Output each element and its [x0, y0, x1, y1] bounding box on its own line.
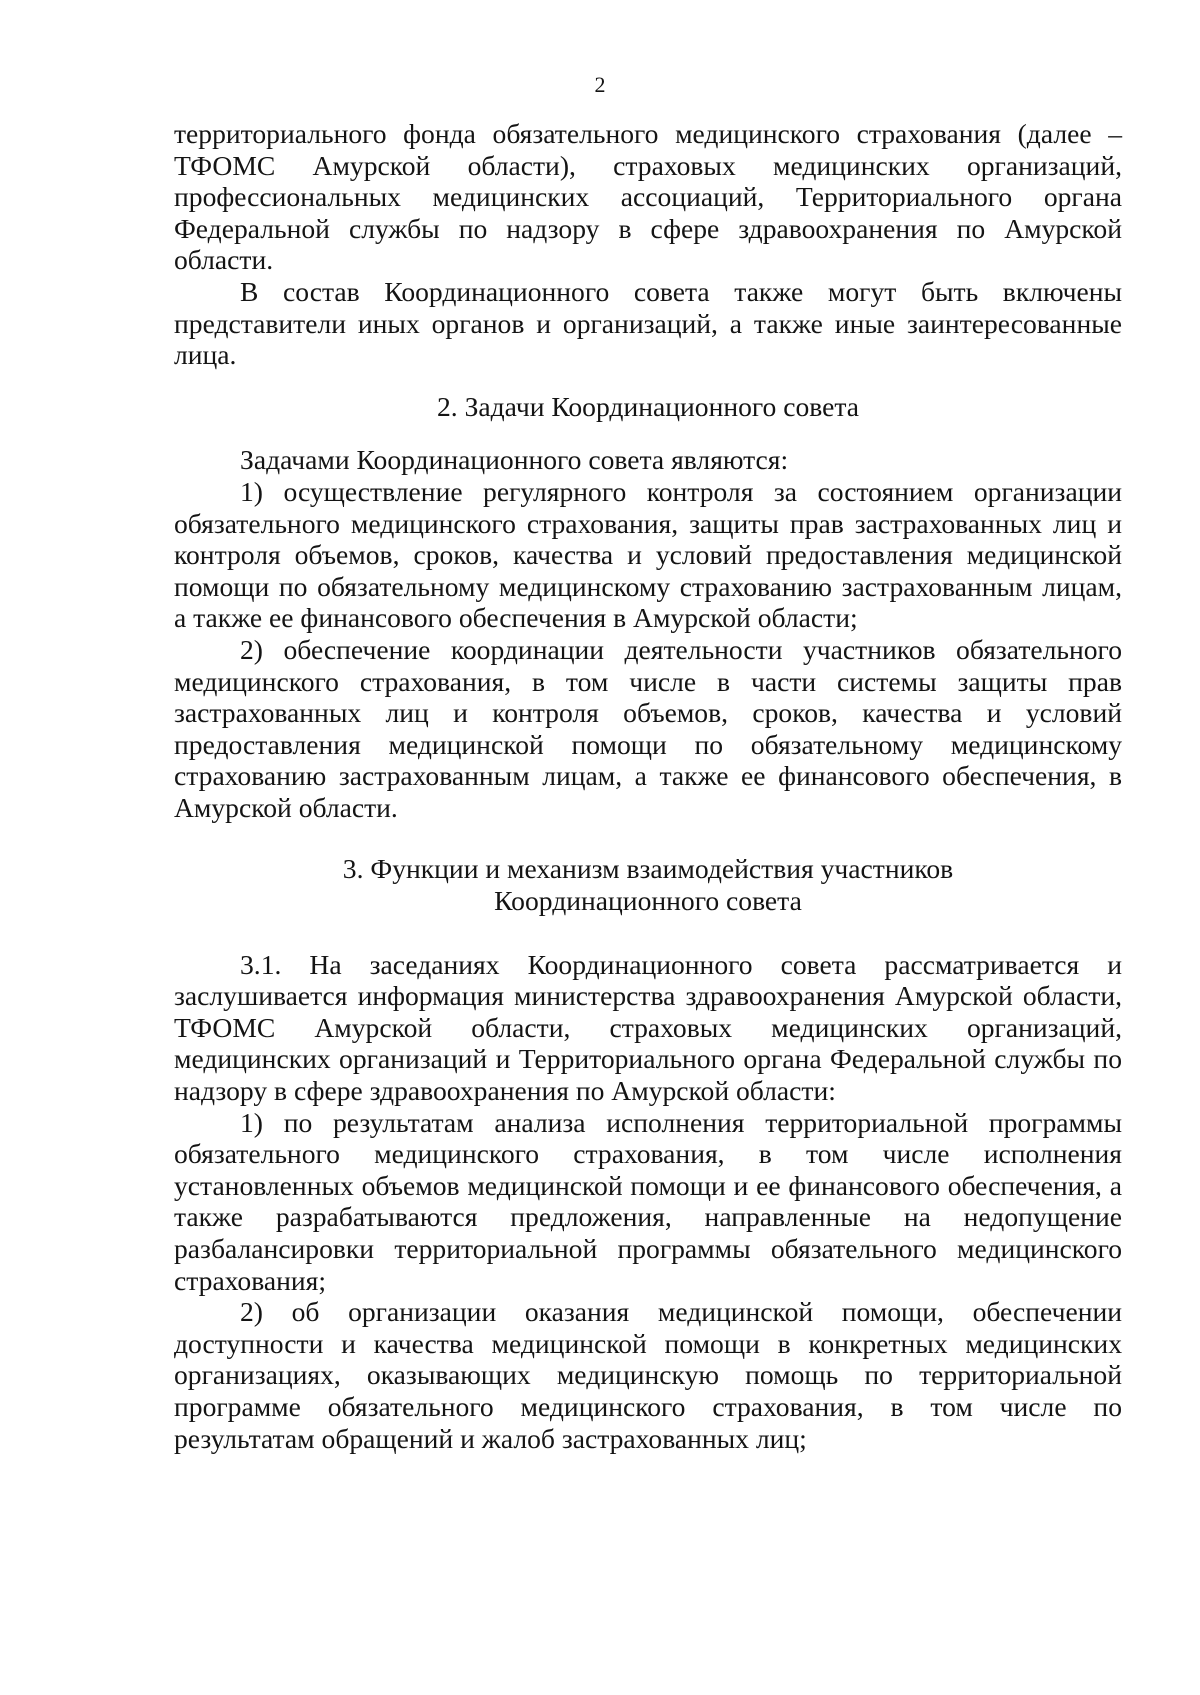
section-2-lead: Задачами Координационного совета являются:: [240, 444, 789, 476]
section-3-lead: 3.1. На заседаниях Координационного совета рассматривается и заслушивается информация министерства здравоохранения Амурской области, ТФОМС Амурской области, страховых медицинских организаций, медицинских организаций и Территориального органа Федеральной службы по надзору в сфере здравоохранения по Амурской области:: [174, 948, 1122, 1107]
intro-paragraph-members: В состав Координационного совета также могут быть включены представители иных органов и организаций, а также иные заинтересованные лица.: [174, 275, 1122, 371]
section-2-item-2: 2) обеспечение координации деятельности участников обязательного медицинского страхования, в том числе в части системы защиты прав застрахованных лиц и контроля объемов, сроков, качества и условий предоставления медицинской помощи по обязательному медицинскому страхованию застрахованным лицам, а также ее финансового обеспечения, в Амурской области.: [174, 633, 1122, 823]
section-2-heading: 2. Задачи Координационного совета: [436, 390, 860, 422]
section-3-item-1: 1) по результатам анализа исполнения территориальной программы обязательного медицинского страхования, в том числе исполнения установленных объемов медицинской помощи и ее финансового обеспечения, а также разрабатываются предложения, направленные на недопущение разбалансировки территориальной программы обязательного медицинского страхования;: [174, 1106, 1122, 1296]
intro-paragraph-continued: территориального фонда обязательного медицинского страхования (далее – ТФОМС Амурской области), страховых медицинских организаций, профессиональных медицинских ассоциаций, Территориального органа Федеральной службы по надзору в сфере здравоохранения по Амурской области.: [174, 118, 1122, 276]
section-2-item-1: 1) осуществление регулярного контроля за состоянием организации обязательного медицинского страхования, защиты прав застрахованных лиц и контроля объемов, сроков, качества и условий предоставления медицинской помощи по обязательному медицинскому страхованию застрахованным лицам, а также ее финансового обеспечения в Амурской области;: [174, 475, 1122, 634]
section-3-heading-line-2: Координационного совета: [494, 885, 802, 917]
section-3-item-2: 2) об организации оказания медицинской помощи, обеспечении доступности и качества медицинской помощи в конкретных медицинских организациях, оказывающих медицинскую помощь по территориальной программе обязательного медицинского страхования, в том числе по результатам обращений и жалоб застрахованных лиц;: [174, 1296, 1122, 1454]
page-number: 2: [594, 72, 606, 97]
section-3-heading-line-1: 3. Функции и механизм взаимодействия участников: [342, 853, 954, 885]
document-body: [174, 118, 1122, 1454]
